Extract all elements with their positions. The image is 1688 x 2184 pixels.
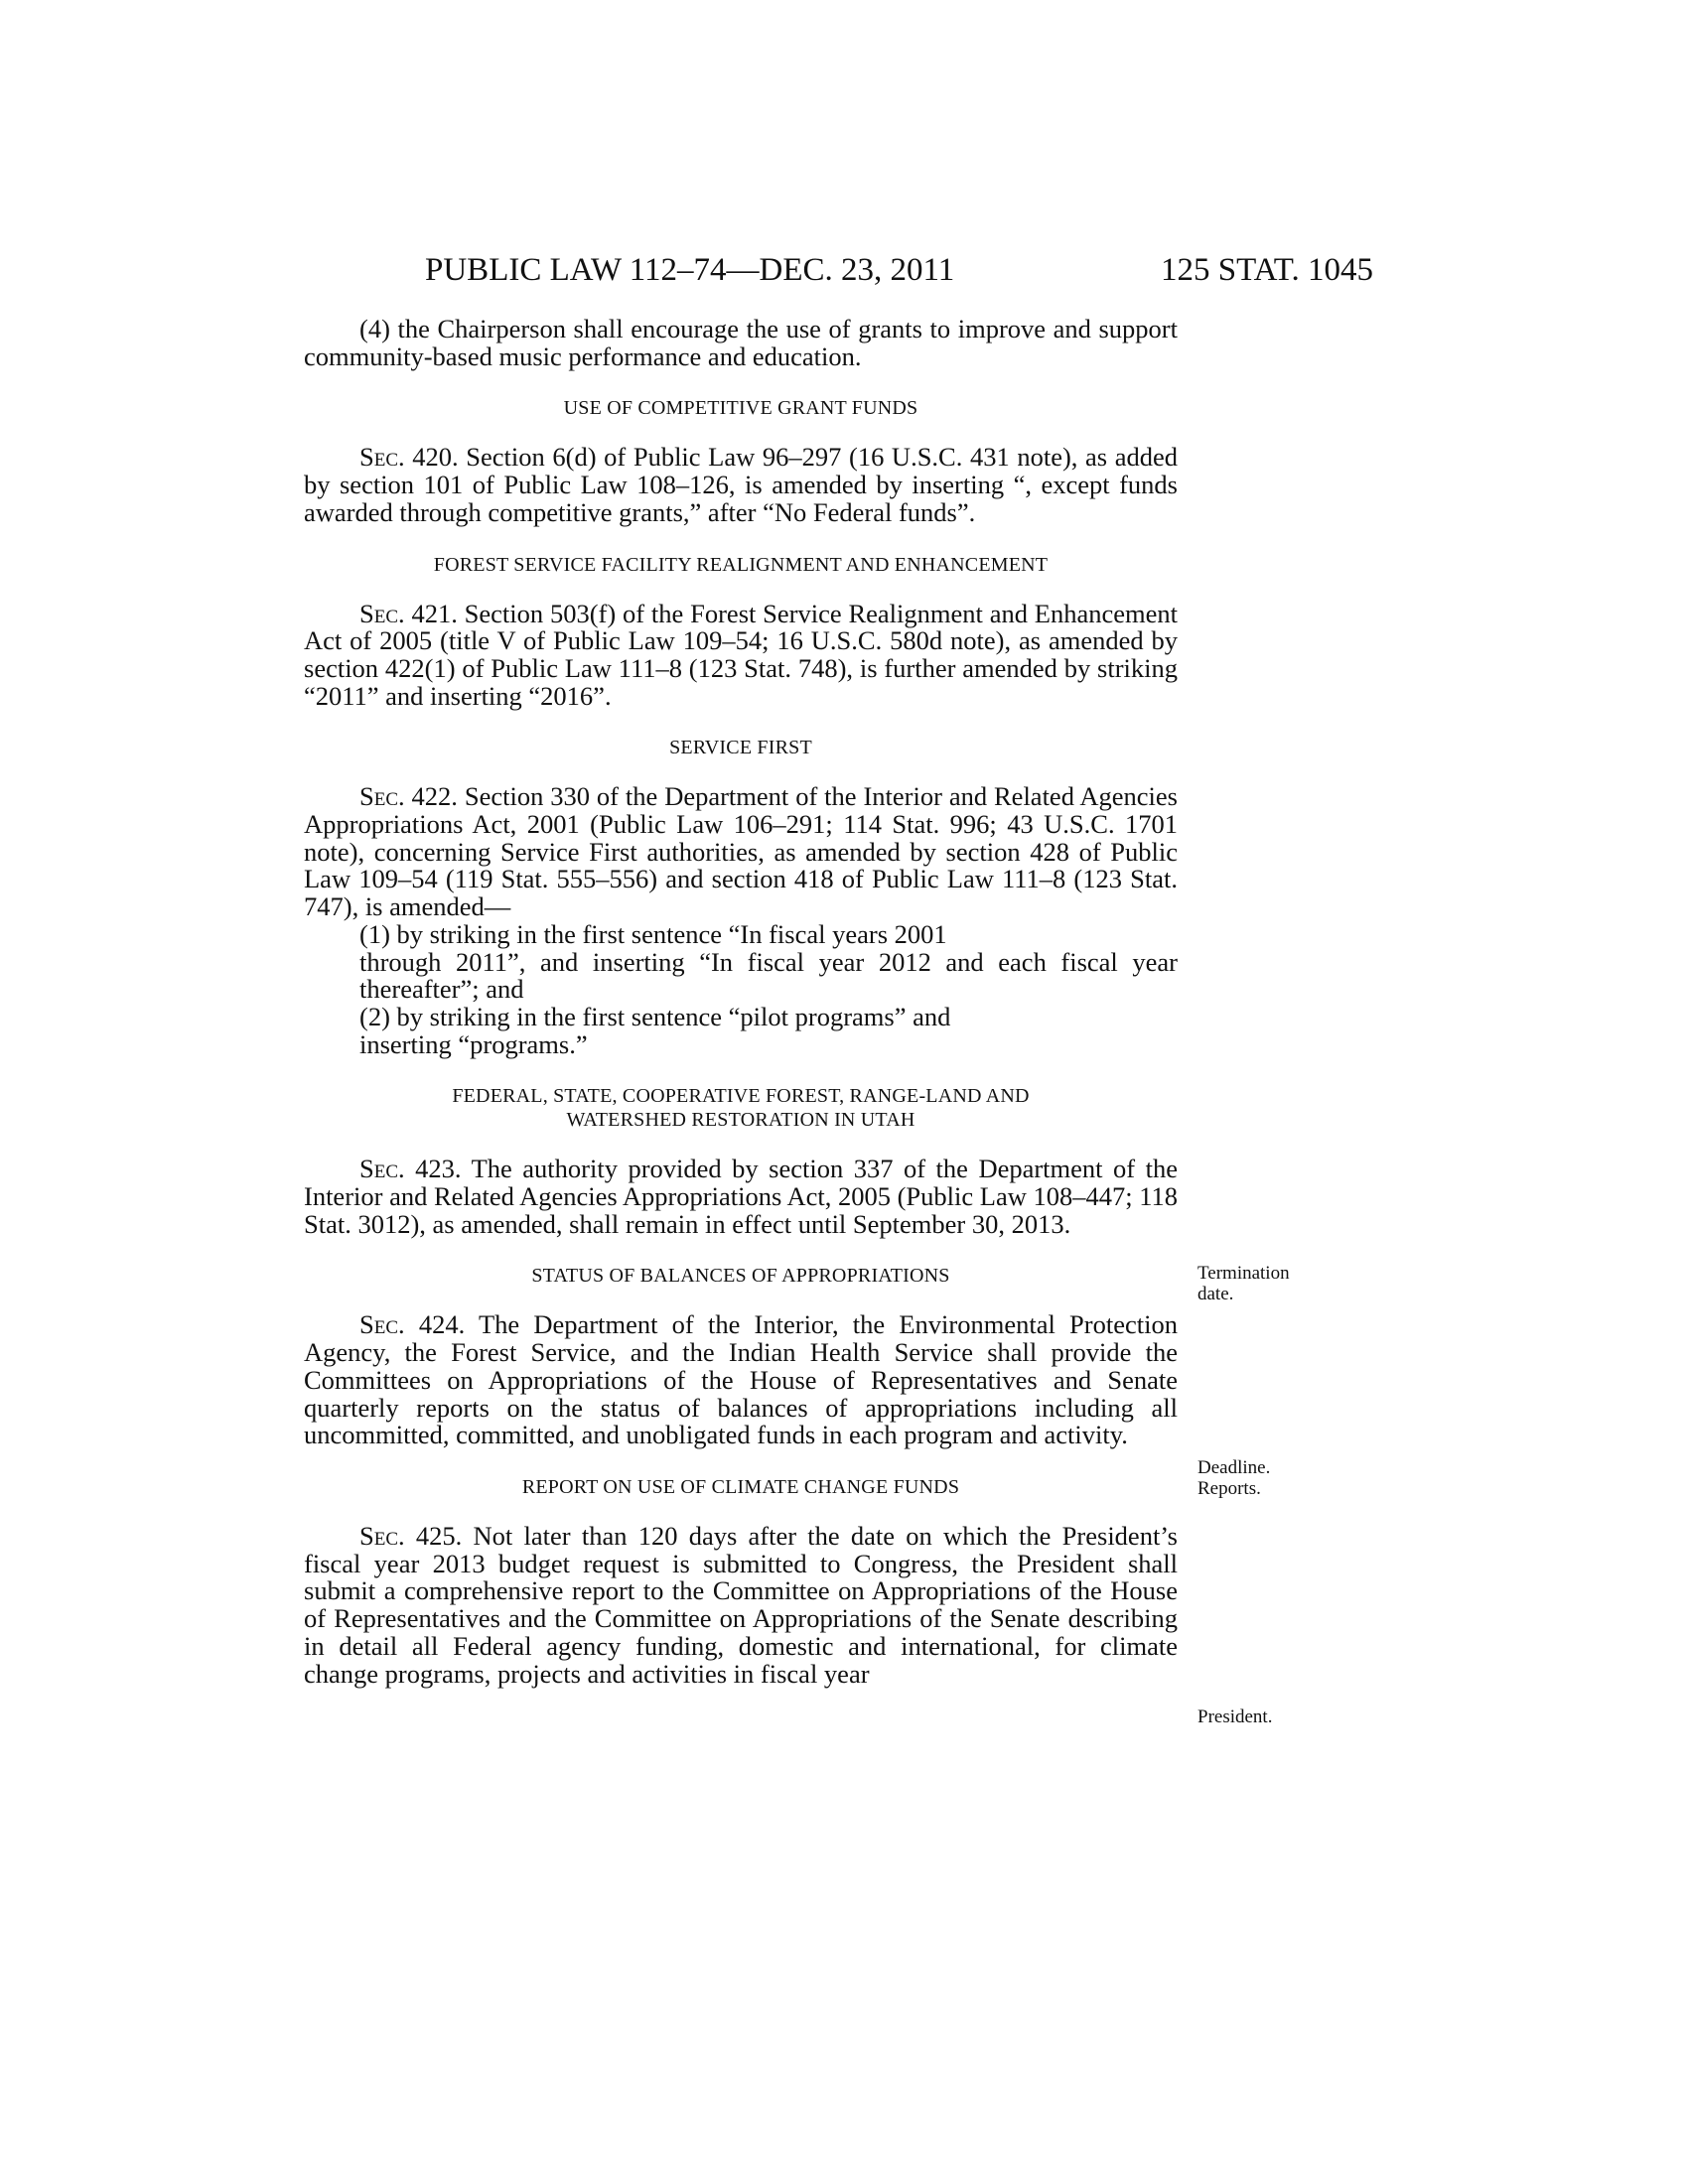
margin-note-president [1197, 1706, 1346, 1727]
margin-note-423-line-2: date. [1197, 1284, 1234, 1304]
section-text-423: The authority provided by section 337 of the Department of the Interior and Related Agencies Appropriations Act, 2005 (Public Law 108–447; 118 Stat. 3012), as amended, shall remain in effect until September 30, 2013. [304, 1154, 1178, 1239]
page-header [425, 250, 1373, 290]
statute-citation: 125 STAT. 1045 [1160, 252, 1373, 288]
section-heading-421: FOREST SERVICE FACILITY REALIGNMENT AND ENHANCEMENT [433, 553, 1049, 576]
section-text-421: Section 503(f) of the Forest Service Realignment and Enhancement Act of 2005 (title V of Public Law 109–54; 16 U.S.C. 580d note), as amended by section 422(1) of Public Law 111–8 (123 Stat. 748), is further amended by striking “2011” and inserting “2016”. [304, 598, 1178, 711]
section-heading-423-line-1: FEDERAL, STATE, COOPERATIVE FOREST, RANGE-LAND AND [452, 1085, 1030, 1108]
section-422-clause-1-start: (1) by striking in the first sentence “In fiscal years 2001 [359, 918, 947, 949]
section-425 [304, 1520, 1178, 1689]
section-heading-422: SERVICE FIRST [669, 737, 812, 759]
section-text-424: The Department of the Interior, the Environmental Protection Agency, the Forest Service, and the Indian Health Service shall provide the Committees on Appropriations of the House of Representatives and Senate quarterly reports on the status of balances of appropriations including all uncommitted, committed, and unobligated funds in each program and activity. [304, 1309, 1178, 1450]
section-422-clause-1-rest: through 2011”, and inserting “In fiscal year 2012 and each fiscal year thereafter”; and [359, 946, 1178, 1005]
section-heading-420: USE OF COMPETITIVE GRANT FUNDS [563, 397, 918, 420]
section-heading-425: REPORT ON USE OF CLIMATE CHANGE FUNDS [521, 1475, 960, 1498]
section-text-422: Section 330 of the Department of the Interior and Related Agencies Appropriations Act, 2001 (Public Law 106–291; 114 Stat. 996; 43 U.S.C. 1701 note), concerning Service First authorities, as amended by section 428 of Public Law 109–54 (119 Stat. 555–556) and section 418 of Public Law 111–8 (123 Stat. 747), is amended— [304, 781, 1178, 922]
document-body [304, 316, 1178, 1688]
section-label-423: Sec. 423. [359, 1154, 462, 1184]
paragraph-item-4: (4) the Chairperson shall encourage the use of grants to improve and support community-based music performance and education. [304, 314, 1178, 371]
section-421 [304, 598, 1178, 711]
section-420 [304, 444, 1178, 526]
margin-note-424-line-1: Deadline. [1197, 1457, 1271, 1478]
margin-note-423-line-1: Termination [1197, 1263, 1290, 1284]
section-422-clause-2-rest: inserting “programs.” [359, 1028, 588, 1059]
section-label-424: Sec. 424. [359, 1309, 466, 1340]
section-label-422: Sec. 422. [359, 781, 458, 812]
section-422 [304, 783, 1178, 921]
section-text-425: Not later than 120 days after the date on which the President’s fiscal year 2013 budget request is submitted to Congress, the President shall submit a comprehensive report to the Committee on Appropriations of the House of Representatives and the Committee on Appropriations of the Senate describing in detail all Federal agency funding, domestic and international, for climate change programs, projects and activities in fiscal year [304, 1520, 1178, 1689]
margin-note-425: President. [1197, 1706, 1273, 1727]
margin-note-deadline-reports [1197, 1457, 1346, 1499]
running-head: PUBLIC LAW 112–74—DEC. 23, 2011 [425, 252, 955, 288]
section-label-420: Sec. 420. [359, 442, 459, 473]
section-heading-423-line-2: WATERSHED RESTORATION IN UTAH [566, 1109, 915, 1132]
section-424 [304, 1311, 1178, 1449]
margin-note-termination-date [1197, 1263, 1346, 1304]
section-423 [304, 1156, 1178, 1238]
section-label-421: Sec. 421. [359, 598, 458, 628]
section-heading-424: STATUS OF BALANCES OF APPROPRIATIONS [531, 1265, 950, 1288]
section-heading-423 [304, 1084, 1178, 1132]
section-text-420: Section 6(d) of Public Law 96–297 (16 U.S.C. 431 note), as added by section 101 of Public Law 108–126, is amended by inserting “, except funds awarded through competitive grants,” after “No Federal funds”. [304, 442, 1178, 527]
margin-note-424-line-2: Reports. [1197, 1478, 1261, 1499]
section-label-425: Sec. 425. [359, 1520, 463, 1551]
section-422-clause-2-start: (2) by striking in the first sentence “pilot programs” and [359, 1001, 951, 1031]
